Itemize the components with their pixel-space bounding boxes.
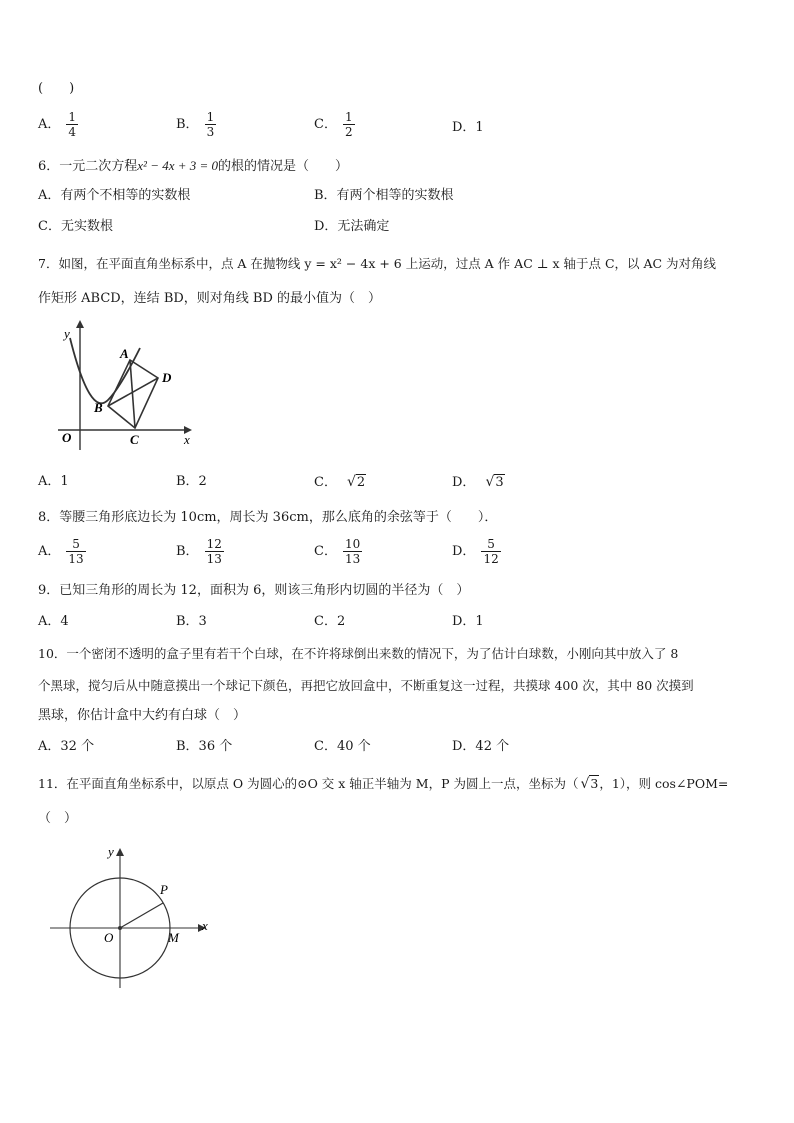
q5-option-a[interactable] [38, 110, 78, 139]
q7-option-b[interactable]: B．2 [176, 474, 207, 489]
q6-stem: 6．一元二次方程x² − 4x + 3 = 0的根的情况是（ ） [38, 158, 349, 174]
q7-option-a[interactable]: A．1 [38, 474, 69, 489]
q9-option-b[interactable]: B．3 [176, 614, 207, 629]
q5-option-b-fraction: $\frac{1}{3}$ [206, 110, 215, 139]
q11-center-dot [118, 926, 122, 930]
q9-option-c[interactable]: C．2 [314, 614, 346, 629]
q5-option-a-label: A． [38, 117, 61, 132]
q7-label-y: y [64, 326, 70, 341]
q9-option-d[interactable]: D．1 [452, 614, 484, 629]
q5-option-c[interactable] [314, 110, 355, 139]
q6-option-b[interactable]: B．有两个相等的实数根 [314, 188, 454, 203]
q10-stem-line3: 黑球，你估计盒中大约有白球（ ） [38, 708, 247, 723]
q5-answer-paren: ( ) [38, 81, 75, 96]
q8-option-c-fraction: $\frac{10}{13}$ [344, 537, 361, 566]
q6-equation: x² − 4x + 3 = 0 [137, 158, 219, 173]
q8-option-d-fraction: $\frac{5}{12}$ [483, 537, 499, 566]
q7-label-b: B [94, 400, 103, 415]
q11-segment-op [120, 903, 163, 928]
q6-option-a[interactable]: A．有两个不相等的实数根 [38, 188, 191, 203]
q7-stem-line1: 7．如图，在平面直角坐标系中，点 A 在抛物线 y = x² − 4x + 6 上运动，过点 A 作 AC ⊥ x 轴于点 C，以 AC 为对角线 [38, 256, 717, 271]
q8-option-b-fraction: $\frac{12}{13}$ [206, 537, 222, 566]
q11-label-m: M [168, 930, 179, 945]
q7-label-o: O [62, 430, 72, 445]
q11-label-x: x [202, 918, 208, 933]
q5-option-c-fraction: $\frac{1}{2}$ [344, 110, 353, 139]
q11-stem-line2: （ ） [38, 811, 78, 826]
q11-label-y: y [108, 844, 114, 859]
q5-option-d[interactable]: D．1 [452, 120, 484, 135]
q5-option-c-label: C． [314, 117, 337, 132]
q7-label-c: C [130, 432, 139, 447]
q7-label-d: D [162, 370, 172, 385]
q11-label-p: P [160, 882, 168, 897]
q9-stem: 9．已知三角形的周长为 12，面积为 6，则该三角形内切圆的半径为（ ） [38, 583, 470, 598]
q11-sqrt: √3 [580, 776, 599, 792]
q10-option-b[interactable]: B．36 个 [176, 739, 233, 754]
q7-option-d-sqrt: √3 [485, 474, 504, 490]
q11-y-arrow-icon [116, 848, 124, 856]
q8-stem: 8．等腰三角形底边长为 10cm，周长为 36cm，那么底角的余弦等于（ ）． [38, 510, 498, 525]
q7-label-x: x [184, 432, 190, 447]
q8-option-d[interactable]: D． $\frac{5}{12}$ [452, 537, 499, 566]
q5-option-b[interactable] [176, 110, 216, 139]
q7-label-a: A [120, 346, 129, 361]
q7-y-arrow-icon [76, 320, 84, 328]
q8-option-a-fraction: $\frac{5}{13}$ [68, 537, 84, 566]
q7-option-c-sqrt: √2 [346, 474, 366, 490]
q8-option-b[interactable]: B． $\frac{12}{13}$ [176, 537, 222, 566]
q10-stem-line2: 个黑球，搅匀后从中随意摸出一个球记下颜色，再把它放回盒中，不断重复这一过程，共摸球 400 次，其中 80 次摸到 [38, 678, 694, 693]
q10-option-c[interactable]: C．40 个 [314, 739, 371, 754]
q9-option-a[interactable]: A．4 [38, 614, 69, 629]
q10-stem-line1: 10．一个密闭不透明的盒子里有若干个白球，在不许将球倒出来数的情况下，为了估计白球数，小刚向其中放入了 8 [38, 646, 679, 661]
q7-figure [50, 318, 200, 458]
q8-option-c[interactable]: C． $\frac{10}{13}$ [314, 537, 361, 566]
q5-option-b-label: B． [176, 117, 199, 132]
q11-figure [44, 842, 224, 992]
q7-stem-line2: 作矩形 ABCD，连结 BD，则对角线 BD 的最小值为（ ） [38, 291, 382, 306]
q5-option-a-fraction: $\frac{1}{4}$ [68, 110, 77, 139]
q6-option-c[interactable]: C．无实数根 [38, 219, 113, 234]
q8-option-a[interactable]: A． $\frac{5}{13}$ [38, 537, 84, 566]
q11-label-o: O [104, 930, 114, 945]
q11-stem-line1: 11．在平面直角坐标系中，以原点 O 为圆心的⊙O 交 x 轴正半轴为 M，P 为圆上一点，坐标为（ √3，1），则 cos∠POM= [38, 776, 729, 792]
q6-option-d[interactable]: D．无法确定 [314, 219, 390, 234]
q10-option-d[interactable]: D．42 个 [452, 739, 510, 754]
q7-option-c[interactable]: C． √2 [314, 474, 366, 490]
q10-option-a[interactable]: A．32 个 [38, 739, 95, 754]
q7-option-d[interactable]: D． √3 [452, 474, 504, 490]
